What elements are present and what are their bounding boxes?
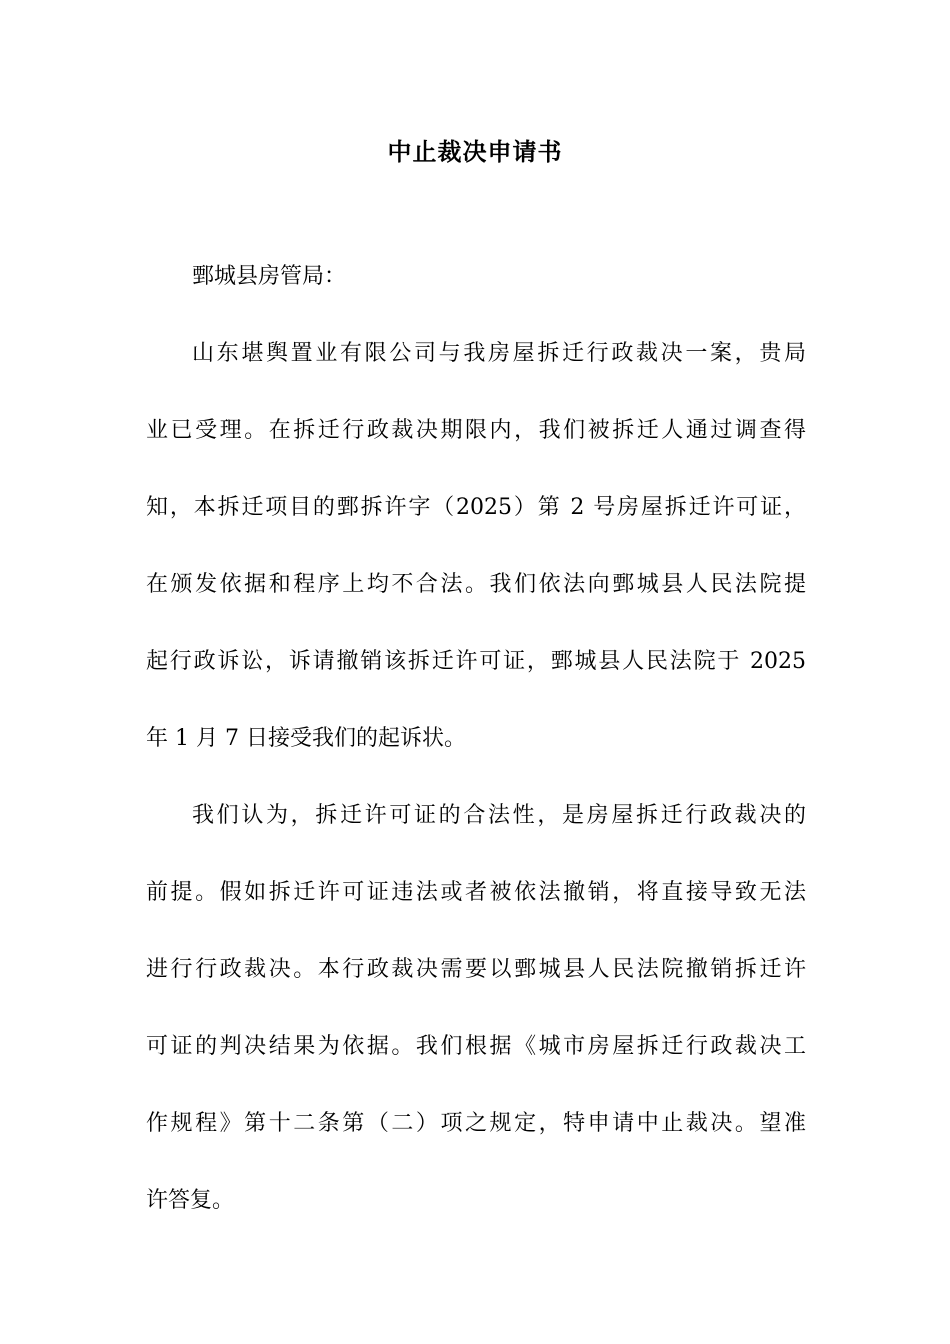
paragraph-line: 在颁发依据和程序上均不合法。我们依法向鄄城县人民法院提 (146, 572, 806, 597)
paragraph-line: 山东堪舆置业有限公司与我房屋拆迁行政裁决一案，贵局 (192, 341, 806, 366)
paragraph-line: 进行行政裁决。本行政裁决需要以鄄城县人民法院撤销拆迁许 (146, 957, 806, 982)
paragraph-line: 年 1 月 7 日接受我们的起诉状。 (146, 726, 466, 751)
paragraph-line: 业已受理。在拆迁行政裁决期限内，我们被拆迁人通过调查得 (146, 418, 806, 443)
paragraph-line: 许答复。 (146, 1188, 235, 1213)
paragraph-line: 我们认为，拆迁许可证的合法性，是房屋拆迁行政裁决的 (192, 803, 806, 828)
paragraph-line: 知，本拆迁项目的鄄拆许字（2025）第 2 号房屋拆迁许可证， (146, 495, 806, 520)
document-title: 中止裁决申请书 (387, 138, 563, 166)
salutation: 鄄城县房管局： (192, 264, 347, 289)
paragraph-line: 可证的判决结果为依据。我们根据《城市房屋拆迁行政裁决工 (146, 1034, 806, 1059)
paragraph-line: 前提。假如拆迁许可证违法或者被依法撤销，将直接导致无法 (146, 880, 806, 905)
paragraph-line: 起行政诉讼，诉请撤销该拆迁许可证，鄄城县人民法院于 2025 (146, 649, 806, 674)
paragraph-line: 作规程》第十二条第（二）项之规定，特申请中止裁决。望准 (146, 1111, 806, 1136)
